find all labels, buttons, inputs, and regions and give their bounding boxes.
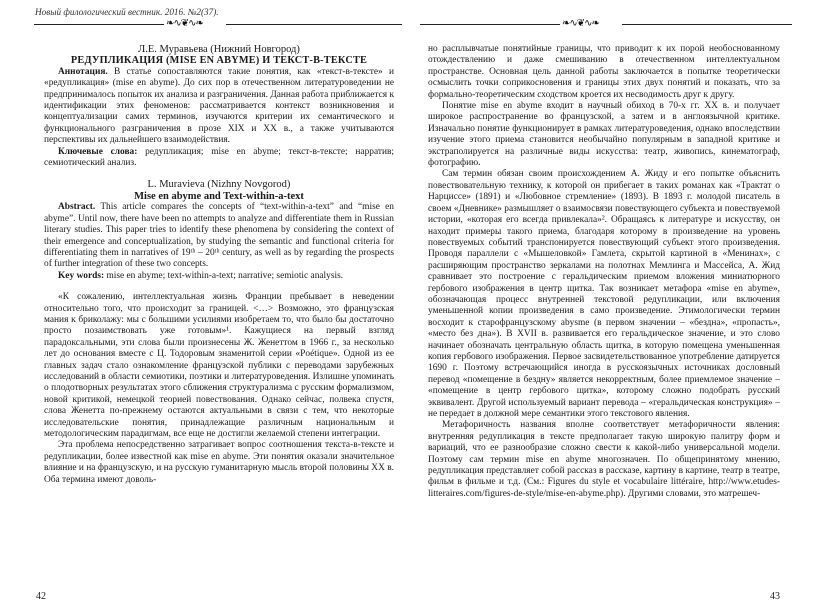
title-ru: РЕДУПЛИКАЦИЯ (MISE EN ABYME) И ТЕКСТ-В-ТЕКСТЕ (70, 55, 368, 67)
author-ru: Л.Е. Муравьева (Нижний Новгород) (138, 44, 300, 55)
author-en: L. Muravieva (Nizhny Novgorod) (147, 179, 291, 191)
abstract-ru-text: В статье сопоставляются такие понятия, как «текст-в-тексте» и «редупликация» (mise en abyme). До сих пор в отечественном литературоведении не предпринималось попыток их анализа и разграничения. Данная работа приближается к идентификации этих феноменов: рассматривается контекст возникновения и концептуализации самих терминов, изучаются критерии их семантического и функционального разграничения в прозе XIX и XX в., а также учитываются перспективы их дальнейшего взаимодействия. (44, 66, 394, 146)
ornament-rule-left (420, 24, 560, 25)
keywords-ru (44, 147, 394, 170)
right-page (410, 0, 820, 609)
ornament-rule-right (226, 24, 402, 25)
spacer (44, 169, 394, 179)
left-column (44, 44, 394, 486)
body-paragraph: Эта проблема непосредственно затрагивает вопрос соотношения текста-в-тексте и редупликации, более известной как mise en abyme. Эти понятия оказали значительное влияние и на французскую, и на русскую гуманитарную мысль второй половины XX в. Оба термина имеют доволь- (44, 440, 394, 485)
abstract-en-label: Abstract. (58, 202, 96, 213)
body-paragraph: Метафоричность названия вполне соответствует метафоричности явления: внутренняя редупликация в тексте предполагает такую широкую палитру форм и вариаций, что ее разнообразие сложно свести к какой-либо универсальной модели. Поэтому сам термин mise en abyme многозначен. По общепринятому мнению, редупликация представляет собой рассказ в рассказе, картину в картине, театр в театре, фильм в фильме и т.д. (См.: Figures du style et vocabulaire littéraire, http://www.etudes-litteraires.com/figures-de-style/mise-en-abyme.php). Другими словами, это матрешеч- (428, 420, 780, 499)
right-column (428, 44, 780, 500)
page-number-right: 43 (770, 591, 780, 602)
keywords-en (44, 271, 394, 282)
running-head: Новый филологический вестник. 2016. №2(37). (35, 7, 219, 17)
ornament-rule-right (622, 24, 792, 25)
keywords-en-label: Key words: (58, 270, 105, 281)
keywords-ru-label: Ключевые слова: (58, 146, 138, 157)
ornament-flourish-icon: ❧∿❦∿❧ (166, 18, 203, 29)
abstract-ru (44, 67, 394, 147)
keywords-en-text: mise en abyme; text-within-a-text; narrative; semiotic analysis. (104, 270, 344, 281)
keywords-ru-text: редупликация; mise en abyme; текст-в-тексте; нарратив; семиотический анализ. (44, 146, 395, 169)
abstract-en-text: This article compares the concepts of “text-within-a-text” and “mise en abyme”. Until now, there have been no attempts to analyze and differentiate them in Russian literary studies. This paper tries to identify these phenomena by considering the context of their emergence and conceptualization, by studying the semantic and functional criteria for differentiating them in narratives of 19ᵗʰ – 20ᵗʰ century, as well as by regarding the prospects of further integration of these two concepts. (44, 202, 394, 270)
ornament-flourish-icon: ❧∿❦∿❧ (562, 18, 599, 29)
spacer (44, 282, 394, 292)
abstract-ru-label: Аннотация. (58, 66, 108, 77)
body-paragraph: Понятие mise en abyme входит в научный обиход в 70-х гг. XX в. и получает широкое распространение во французской, а затем и в англоязычной критике. Изначально понятие функционирует в рамках литературоведения, однако впоследствии изучение этого приема становится необычайно популярным в западной критике и экстраполируется на различные виды искусства: театр, живопись, кинематограф, фотографию. (428, 101, 780, 169)
body-paragraph: но расплывчатые понятийные границы, что приводит к их порой необоснованному отождествлению и даже смешиванию в отечественном интеллектуальном пространстве. Основная цель данной работы заключается в попытке теоретически осмыслить точки соприкосновения и границы этих двух понятий и показать, что за формально-теоретическим сходством кроется их несводимость друг к другу. (428, 44, 780, 100)
ornament-rule-left (34, 24, 164, 25)
page-number-left: 42 (36, 591, 46, 602)
title-en: Mise en abyme and Text-within-a-text (134, 190, 304, 202)
abstract-en (44, 202, 394, 270)
body-paragraph: «К сожалению, интеллектуальная жизнь Франции пребывает в неведении относительно того, что происходит за границей. <…> Возможно, это французская мания к бриколажу: мы с большими усилиями изобретаем то, что было бы достаточно просто позаимствовать уже готовым»¹. Кажущиеся на первый взгляд парадоксальными, эти слова были произнесены Ж. Женеттом в 1966 г., за несколько лет до основания вместе с Ц. Тодоровым знаменитой серии «Poétique». Одной из ее главных задач стало ознакомление французской публики с переводами зарубежных исследований в области семиотики, поэтики и литературоведения. Излишне упоминать о плодотворных результатах этого сближения структурализма с русским формализмом, новой критикой, немецкой теорией повествования. Однако сейчас, полвека спустя, слова Женетта по-прежнему остаются актуальными в связи с тем, что некоторые исследовательские понятия, принадлежащие различным национальным и методологическим парадигмам, все еще не достигли желаемой степени интеграции. (44, 292, 394, 439)
body-paragraph: Сам термин обязан своим происхождением А. Жиду и его попытке объяснить повествовательную технику, к которой он прибегает в таких романах как «Трактат о Нарциссе» (1891) и «Любовное стремление» (1893). В 1893 г. молодой писатель в своем «Дневнике» размышляет о взаимосвязи повествующего субъекта и повествуемой истории, «которая его всегда привлекала»². Обращаясь к литературе и искусству, он находит примеры такого приема, благодаря которому в произведение на уровень повествуемых событий транспонируется повествующий субъект этого произведения. Проводя параллели с «Мышеловкой» Гамлета, скрытой картиной в «Менинах», с расширяющим пространство зеркалами на полотнах Мемлинга и Массейса, А. Жид сравнивает это построение с геральдическим приемом вложения миниатюрного гербового изображения в центр щитка. Так возникает метафора «mise en abyme», обозначающая процесс внутренней текстовой редупликации, или включения уменьшенной копии произведения в само произведение. Этимологически термин восходит к старофранцузскому abysme (в первом значении – «бездна», «пропасть», «место без дна»). В XVII в. развивается его геральдическое значение, и это слово начинает обозначать центральную область щитка, в которую помещена уменьшенная копия гербового изображения. Первое засвидетельствованное употребление датируется 1690 г. Поэтому встречающийся иногда в русскоязычных источниках дословный перевод «помещение в бездну» является некорректным, более приемлемое значение – «помещение в центр гербового щитка», которому сложно подобрать русский эквивалент. Другой используемый вариант перевода – «геральдическая конструкция» – не передает в должной мере семантики этого текстового явления. (428, 169, 780, 419)
